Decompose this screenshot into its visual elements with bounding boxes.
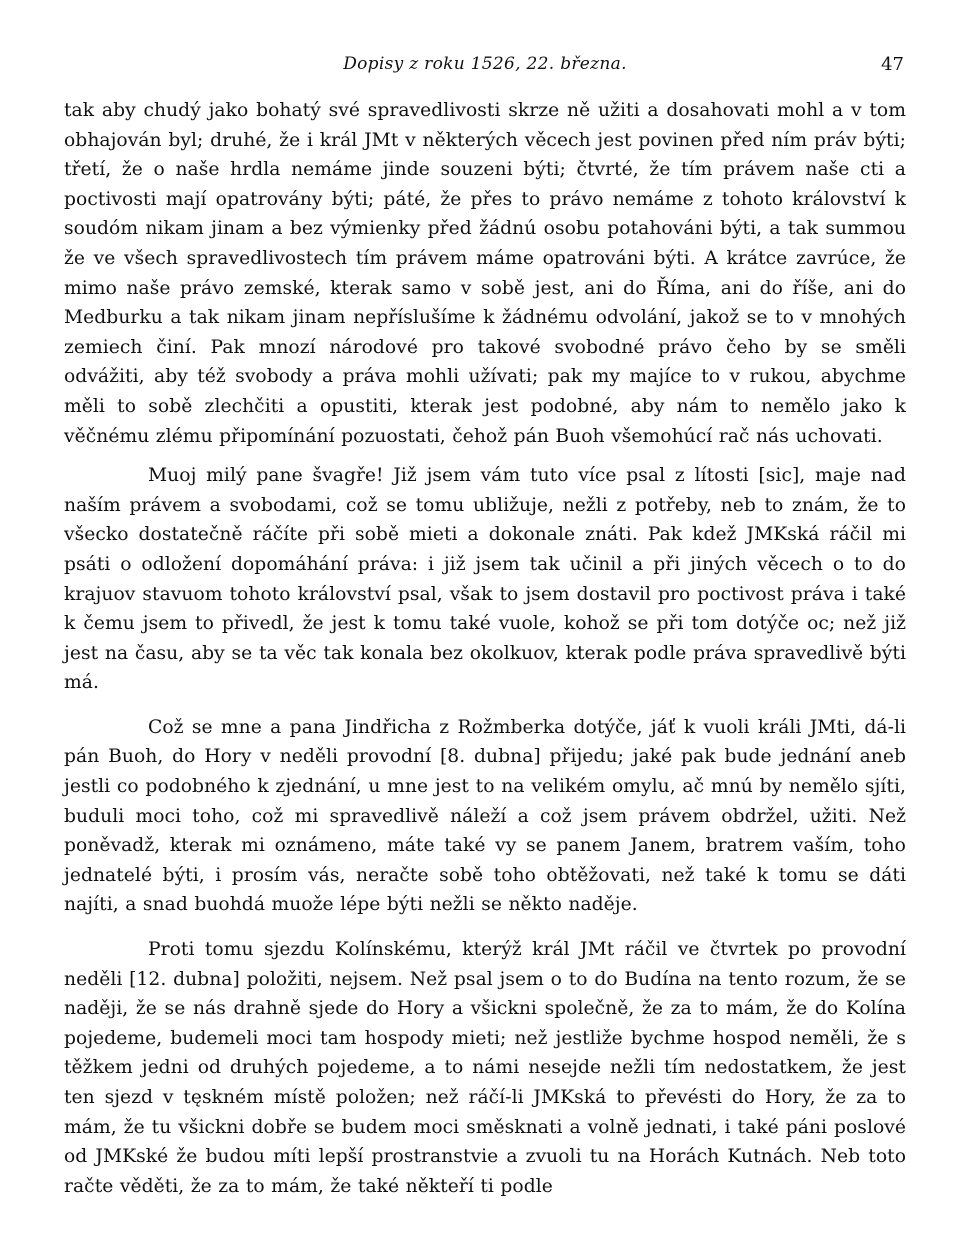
running-title: Dopisy z roku 1526, 22. března. xyxy=(343,54,627,74)
paragraph-1: tak aby chudý jako bohatý své spravedlivosti skrze ně užiti a dosahovati mohl a v tom obhajován byl; druhé, že i král JMt v některých věcech jest povinen před ním práv býti; třetí, že o naše hrdla nemáme jinde souzeni býti; čtvrté, že tím právem naše cti a poctivosti mají opatrovány býti; páté, že přes to právo nemáme z tohoto království k soudóm nikam jinam a bez výmienky před žádnú osobu potahováni býti, a tak summou že ve všech spravedlivostech tím právem máme opatrováni býti. A krátce zavrúce, že mimo naše právo zemské, kterak samo v sobě jest, ani do Říma, ani do říše, ani do Medburku a tak nikam jinam nepříslušíme k žádnému odvolání, jakož se to v mnohých zemiech činí. Pak mnozí národové pro takové svobodné právo čeho by se směli odvážiti, aby též svobody a práva mohli užívati; pak my majíce to v rukou, abychme měli to sobě zlechčiti a opustiti, kterak jest podobné, aby nám to nemělo jako k věčnému zlému připomínání pozuostati, čehož pán Buoh všemohúcí rač nás uchovati. xyxy=(64,100,906,447)
page-number: 47 xyxy=(881,54,904,75)
paragraph-2: Muoj milý pane švagře! Již jsem vám tuto více psal z lítosti [sic], maje nad naším právem a svobodami, což se tomu ubližuje, nežli z potřeby, neb to znám, že to všecko dostatečně ráčíte při sobě mieti a dokonale znáti. Pak kdež JMKská ráčil mi psáti o odložení dopomáhání práva: i již jsem tak učinil a při jiných věcech o to do krajuov stavuom tohoto království psal, však to jsem dostavil pro poctivost práva i také k čemu jsem to přivedl, že jest k tomu také vuole, kohož se při tom dotýče oc; než již jest na času, aby se ta věc tak konala bez okolkuov, kterak podle práva spravedlivě býti má. xyxy=(64,465,906,694)
page-header xyxy=(64,54,906,82)
paragraph-3: Což se mne a pana Jindřicha z Rožmberka dotýče, jáť k vuoli králi JMti, dá-li pán Buoh, do Hory v neděli provodní [8. dubna] přijedu; jaké pak bude jednání aneb jestli co podobného k zjednání, u mne jest to na velikém omylu, ač mnú by nemělo sjíti, buduli moci toho, což mi spravedlivě náleží a což jsem právem obdržel, užiti. Než poněvadž, kterak mi oznámeno, máte také vy se panem Janem, bratrem vaším, toho jednatelé býti, i prosím vás, neračte sobě toho obtěžovati, než také k tomu se dáti najíti, a snad buohdá muože lépe býti nežli se někto naděje. xyxy=(64,716,906,916)
body-text xyxy=(64,96,906,1201)
paragraph-4: Proti tomu sjezdu Kolínskému, kterýž král JMt ráčil ve čtvrtek po provodní neděli [12. dubna] položiti, nejsem. Než psal jsem o to do Budína na tento rozum, že se naději, že se nás drahně sjede do Hory a všickni společně, že za to mám, že do Kolína pojedeme, budemeli moci tam hospody mieti; než jestliže bychme hospod neměli, že s těžkem jedni od druhých pojedeme, a to námi nesejde nežli tím nedostatkem, že jest ten sjezd v tęskném místě položen; než ráčí-li JMKská to převésti do Hory, že za to mám, že tu všickni dobře se budem moci směsknati a volně jednati, i také páni poslové od JMKské že budou míti lepší prostranstvie a zvuoli tu na Horách Kutnách. Neb toto račte věděti, že za to mám, že také někteří ti podle xyxy=(64,939,906,1197)
